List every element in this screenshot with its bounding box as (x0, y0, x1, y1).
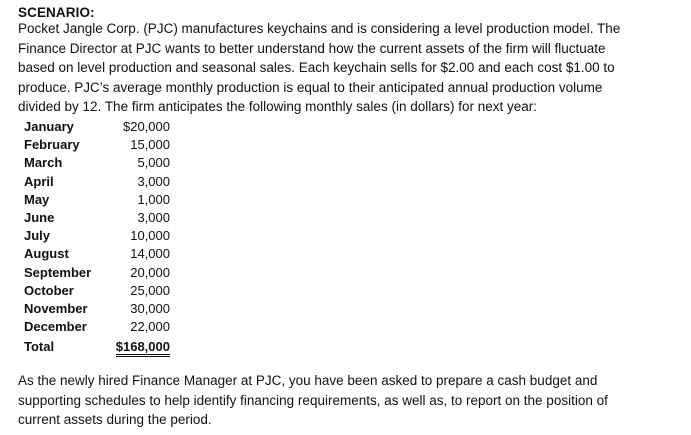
intro-line: Finance Director at PJC wants to better understand how the current assets of the firm will fluctuate (18, 40, 606, 56)
month-label: April (24, 173, 54, 189)
intro-line: produce. PJC’s average monthly production is equal to their anticipated annual production volume (18, 79, 603, 95)
closing-paragraph (18, 371, 678, 430)
total-row (24, 336, 170, 357)
monthly-sales-table (24, 118, 170, 357)
closing-line: supporting schedules to help identify financing requirements, as well as, to report on the position of (18, 392, 608, 408)
month-label: February (24, 137, 80, 153)
sales-amount: 30,000 (130, 301, 170, 317)
month-label: January (24, 119, 74, 134)
total-amount-cell (114, 336, 170, 357)
table-row (24, 227, 170, 245)
sales-amount: 10,000 (130, 228, 170, 244)
closing-line: As the newly hired Finance Manager at PJC, you have been asked to prepare a cash budget and (18, 373, 598, 388)
month-label: July (24, 228, 51, 244)
sales-amount: 15,000 (130, 137, 170, 153)
table-row (24, 282, 170, 300)
sales-amount: 3,000 (137, 210, 170, 226)
table-row (24, 264, 170, 282)
month-label: June (24, 210, 55, 226)
intro-line: based on level production and seasonal sales. Each keychain sells for $2.00 and each cost $1.00 to (18, 60, 615, 76)
scenario-heading: SCENARIO: (18, 5, 95, 20)
intro-line: Pocket Jangle Corp. (PJC) manufactures keychains and is considering a level production model. The (18, 21, 621, 36)
table-row (24, 209, 170, 227)
intro-paragraph (18, 19, 678, 117)
month-label: December (24, 319, 87, 335)
table-row (24, 245, 170, 263)
month-label: September (24, 264, 92, 280)
month-label: March (24, 155, 63, 171)
table-row (24, 154, 170, 172)
sales-amount: 22,000 (130, 319, 170, 335)
total-label: Total (24, 339, 55, 355)
table-row (24, 118, 170, 136)
sales-amount: 20,000 (130, 264, 170, 280)
sales-amount: 25,000 (130, 282, 170, 298)
month-label: May (24, 191, 50, 207)
table-row (24, 173, 170, 191)
month-label: October (24, 282, 74, 298)
sales-amount: $20,000 (123, 119, 170, 134)
sales-amount: 14,000 (130, 246, 170, 262)
month-label: August (24, 246, 69, 262)
sales-amount: 1,000 (137, 191, 170, 207)
table-row (24, 300, 170, 318)
total-amount: $168,000 (116, 340, 170, 357)
sales-amount: 5,000 (137, 155, 170, 171)
intro-line: divided by 12. The firm anticipates the following monthly sales (in dollars) for next year: (18, 99, 537, 115)
month-label: November (24, 301, 88, 317)
table-row (24, 136, 170, 154)
sales-amount: 3,000 (137, 173, 170, 189)
table-row (24, 318, 170, 336)
table-row (24, 191, 170, 209)
closing-line: current assets during the period. (18, 412, 212, 428)
